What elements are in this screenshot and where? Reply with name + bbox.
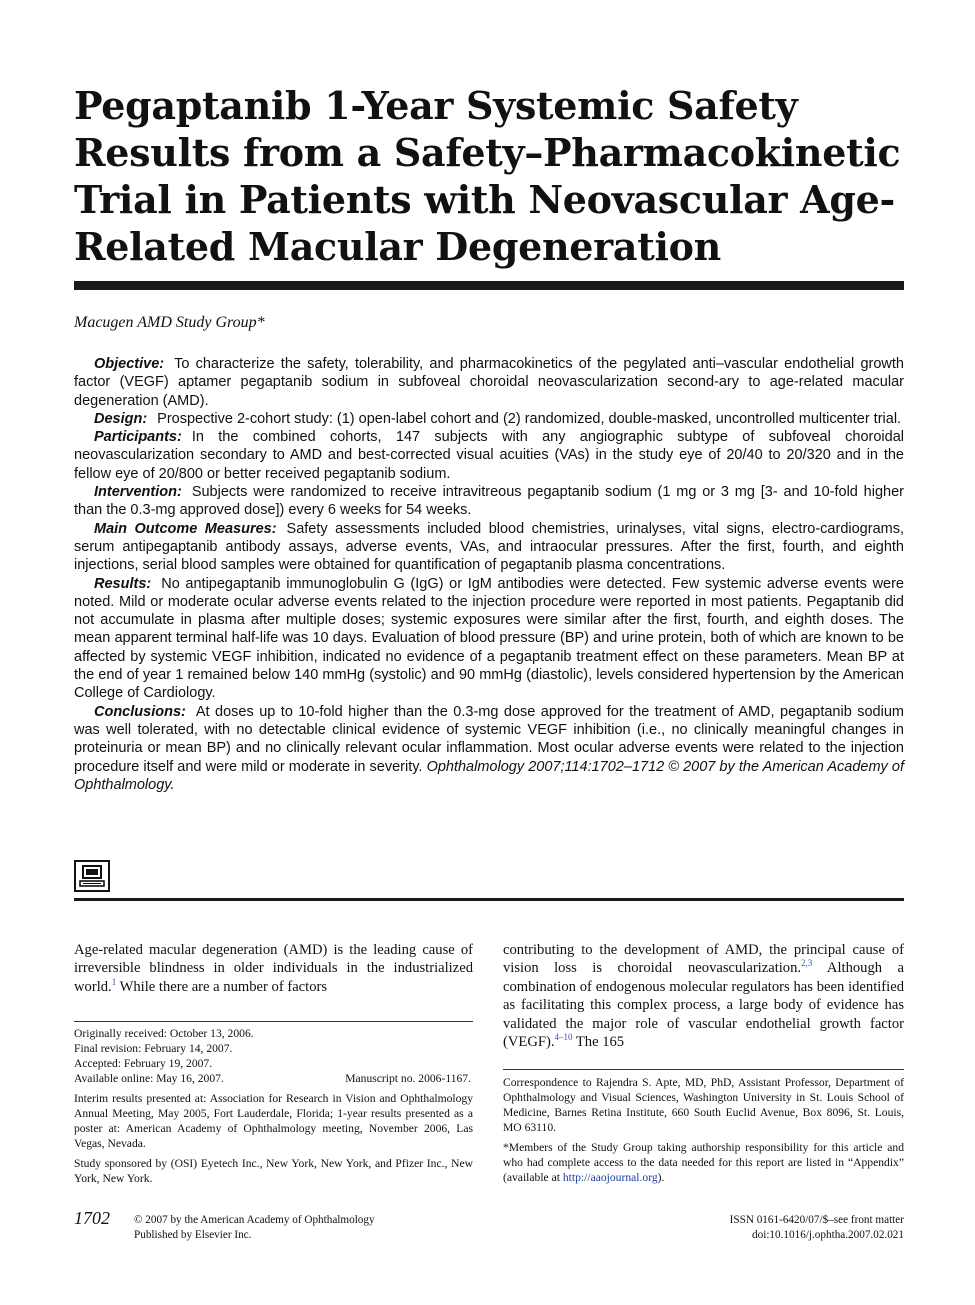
author-line: Macugen AMD Study Group* (74, 314, 265, 331)
footnotes-right (503, 1075, 904, 1190)
section-text: Safety assessments included blood chemistries, urinalyses, vital signs, electro-cardiograms, serum antipegaptanib antibody assays, adverse events, VAs, and intraocular pressures. After the first, fourth, and eighth injections, serial blood samples were obtained for quantification of pegaptanib plasma concentrations. (74, 520, 904, 574)
body-column-right (503, 941, 904, 1051)
reference-link[interactable]: 2,3 (801, 958, 813, 969)
abstract-design (74, 410, 904, 428)
doi-line: doi:10.1016/j.ophtha.2007.02.021 (752, 1229, 904, 1241)
article-dates (74, 1026, 473, 1086)
abstract-outcome-measures (74, 520, 904, 575)
issn-line: ISSN 0161-6420/07/$–see front matter (729, 1214, 904, 1226)
section-label: Intervention: (94, 484, 182, 501)
members-note (503, 1140, 904, 1185)
section-label: Main Outcome Measures: (94, 520, 277, 537)
section-label: Results: (94, 575, 152, 592)
footnote-rule-right (503, 1069, 904, 1070)
manuscript-number: Manuscript no. 2006-1167. (345, 1072, 471, 1085)
section-label: Participants: (94, 429, 182, 446)
section-text: At doses up to 10-fold higher than the 0.3-mg dose approved for the treatment of AMD, pegaptanib sodium was well tolerated, with no detectable clinical evidence of systemic VEGF inhibition (i.e., no clinically meaningful changes in proteinuria or mean BP) and no clinically relevant ocular inflammation. Most ocular adverse events were related to the injection procedure itself and were mild or moderate in severity. (74, 703, 904, 775)
journal-link[interactable]: http://aaojournal.org (562, 1171, 658, 1184)
availability-row (74, 1071, 473, 1086)
abstract-participants (74, 428, 904, 483)
reference-link[interactable]: 4–10 (554, 1032, 573, 1043)
interim-note: Interim results presented at: Association for Research in Vision and Ophthalmology Annual Meeting, May 2005, Fort Lauderdale, Florida; 1-year results presented as a poster at: American Academy of Ophthalmology meeting, November 2006, Las Vegas, Nevada. (74, 1092, 473, 1150)
footer-identifiers (730, 1213, 904, 1243)
body-text: Although a combination of endogenous molecular regulators has been identified as facilitating this complex process, a large body of evidence has validated the major role of vascular endothelial growth factor (VEGF). (503, 960, 904, 1051)
body-text: The 165 (572, 1034, 625, 1051)
abstract (74, 355, 904, 794)
publisher-line: Published by Elsevier Inc. (134, 1229, 252, 1241)
section-text: To characterize the safety, tolerability, and pharmacokinetics of the pegylated anti–vascular endothelial growth factor (VEGF) aptamer pegaptanib sodium in subfoveal choroidal neovascularization second-ary to age-related macular degeneration (AMD). (74, 356, 904, 409)
copyright-line: © 2007 by the American Academy of Ophthalmology (134, 1214, 375, 1226)
body-column-left (74, 941, 473, 996)
intro-paragraph (74, 941, 473, 996)
footnote-rule (74, 1021, 473, 1022)
abstract-objective (74, 355, 904, 410)
intro-paragraph-cont (503, 941, 904, 1051)
members-text: *Members of the Study Group taking authorship responsibility for this article and who had complete access to the data needed for this report are listed in “Appendix” (available at (503, 1141, 904, 1184)
accepted-date: Accepted: February 19, 2007. (74, 1057, 213, 1070)
body-text: Age-related macular degeneration (AMD) is the leading cause of irreversible blindness in older individuals in the industrialized world. (74, 942, 473, 995)
computer-monitor-icon (74, 860, 110, 892)
abstract-rule (74, 898, 904, 901)
abstract-conclusions (74, 703, 904, 794)
received-date: Originally received: October 13, 2006. (74, 1027, 254, 1040)
abstract-intervention (74, 483, 904, 520)
section-label: Design: (94, 410, 148, 427)
article-title: Pegaptanib 1-Year Systemic Safety Results from a Safety–Pharmacokinetic Trial in Patients with Neovascular Age-Related Macular Degeneration (74, 83, 901, 269)
section-text: Subjects were randomized to receive intravitreous pegaptanib sodium (1 mg or 3 mg [3- and 10-fold higher than the 0.3-mg approved dose]) every 6 weeks for 54 weeks. (74, 484, 904, 519)
correspondence-note: Correspondence to Rajendra S. Apte, MD, PhD, Assistant Professor, Department of Ophthalmology and Visual Sciences, Washington University in St. Louis School of Medicine, Barnes Retina Institute, 660 South Euclid Avenue, Box 8096, St. Louis, MO 63110. (503, 1076, 904, 1134)
members-text-end: ). (657, 1171, 665, 1184)
section-text: Prospective 2-cohort study: (1) open-label cohort and (2) randomized, double-masked, uncontrolled multicenter trial. (157, 410, 902, 427)
footer-publisher (134, 1213, 375, 1243)
page-number: 1702 (74, 1208, 110, 1228)
title-rule (74, 281, 904, 290)
section-text: In the combined cohorts, 147 subjects with any angiographic subtype of subfoveal choroidal neovascularization secondary to AMD and best-corrected visual acuities (VAs) in the study eye of 20/40 to 20/320 and in the fellow eye of 20/800 or better received pegaptanib sodium. (74, 429, 904, 482)
footnotes-left (74, 1026, 473, 1186)
body-text: While there are a number of factors (116, 978, 328, 995)
reference-link[interactable]: 1 (111, 976, 117, 987)
abstract-results (74, 575, 904, 703)
body-text: contributing to the development of AMD, the principal cause of vision loss is choroidal neovascularization. (503, 942, 904, 977)
online-date: Available online: May 16, 2007. (74, 1072, 224, 1085)
revision-date: Final revision: February 14, 2007. (74, 1042, 233, 1055)
section-text: No antipegaptanib immunoglobulin G (IgG) or IgM antibodies were detected. Few systemic adverse events were noted. Mild or moderate ocular adverse events related to the injection procedure were reported in most patients. Pegaptanib did not accumulate in plasma after multiple doses; systemic exposures were similar after the first, fourth, and eighth doses. The mean apparent terminal half-life was 10 days. Evaluation of blood pressure (BP) and urine protein, both of which are known to be affected by systemic VEGF inhibition, indicated no evidence of a pegaptanib treatment effect on these parameters. Mean BP at the end of year 1 remained below 140 mmHg (systolic) and 90 mmHg (diastolic), levels considered hypertension by the American College of Cardiology. (74, 575, 904, 702)
section-label: Conclusions: (94, 703, 186, 720)
sponsor-note: Study sponsored by (OSI) Eyetech Inc., New York, New York, and Pfizer Inc., New York, New York. (74, 1157, 473, 1185)
journal-citation: Ophthalmology 2007;114:1702–1712 © 2007 by the American Academy of Ophthalmology. (74, 758, 905, 793)
section-label: Objective: (94, 356, 165, 372)
